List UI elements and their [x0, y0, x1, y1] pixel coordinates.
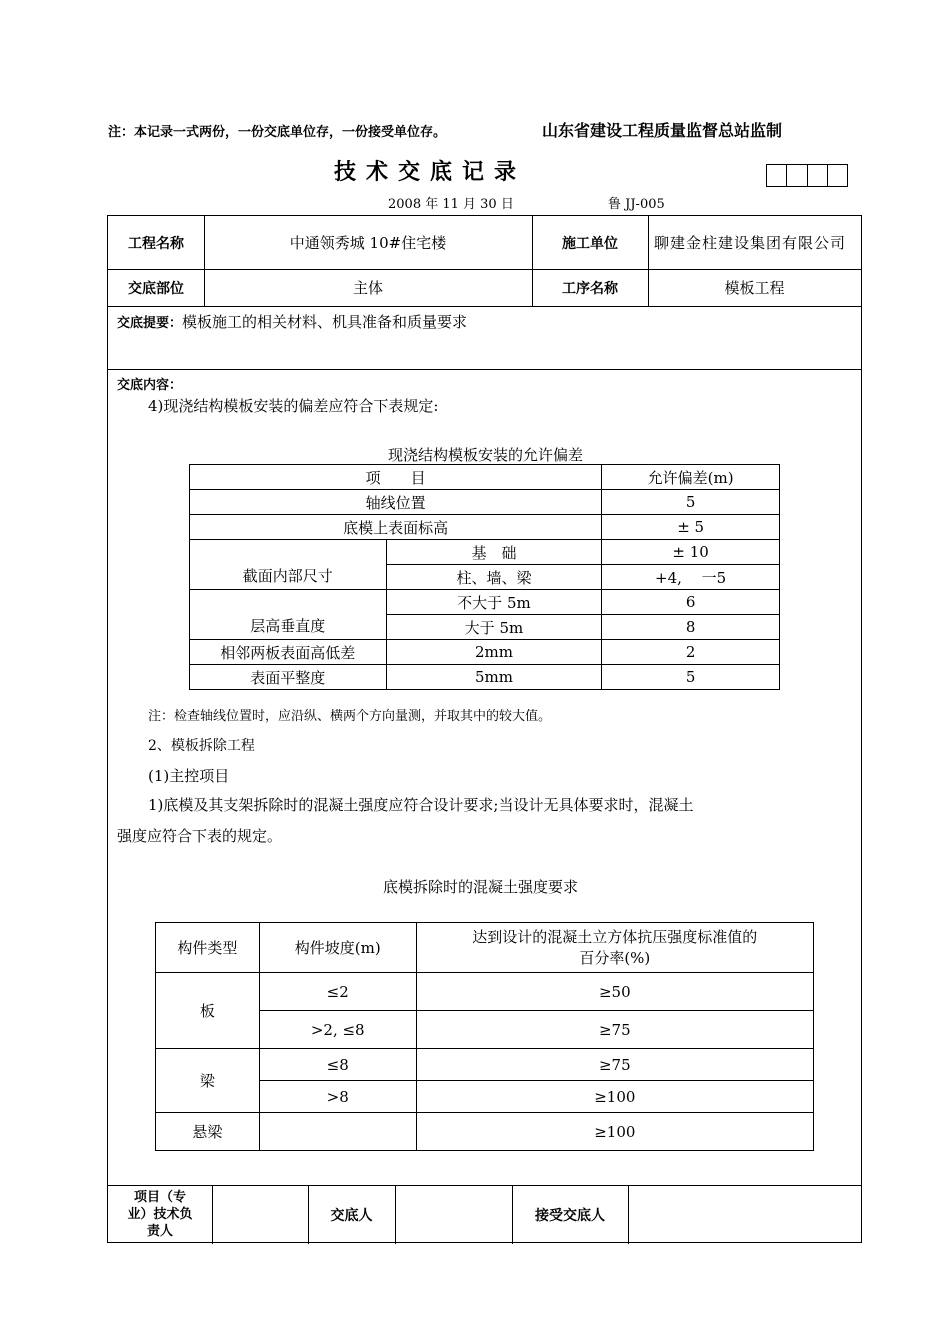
col-divider	[628, 1185, 629, 1244]
process-label: 工序名称	[562, 280, 618, 297]
column-value: +4, 一5	[602, 565, 780, 590]
header-slope: 构件坡度(m)	[259, 923, 416, 973]
slab-slope-1: ≤2	[259, 973, 416, 1011]
technical-lead-label	[108, 1185, 212, 1244]
record-note: 注：本记录一式两份，一份交底单位存，一份接受单位存。	[108, 125, 447, 140]
foundation-label: 基 础	[386, 540, 602, 565]
flatness-amount: 5mm	[386, 665, 602, 690]
code-boxes	[766, 164, 848, 187]
axis-value: 5	[602, 490, 780, 515]
para1-line2: 强度应符合下表的规定。	[117, 827, 283, 845]
page-title: 技术交底记录	[333, 160, 526, 185]
formwork-deviation-table	[189, 464, 780, 690]
table-row	[190, 540, 780, 565]
contractor-label: 施工单位	[562, 235, 618, 252]
summary-label: 交底提要：	[117, 316, 183, 331]
receiver-label: 接受交底人	[535, 1207, 605, 1224]
header-deviation: 允许偏差(m)	[602, 465, 780, 490]
part-value: 主体	[352, 279, 383, 297]
process-value: 模板工程	[724, 279, 785, 297]
flatness-value: 5	[602, 665, 780, 690]
gt5-label: 大于 5m	[386, 615, 602, 640]
gt5-value: 8	[602, 615, 780, 640]
beam-slope-2: >8	[259, 1081, 416, 1113]
record-date: 2008 年 11 月 30 日	[388, 197, 514, 212]
summary	[117, 311, 467, 332]
table-row	[190, 490, 780, 515]
summary-text: 模板施工的相关材料、机具准备和质量要求	[182, 313, 468, 331]
beam-rate-1: ≥75	[416, 1049, 813, 1081]
section-2-title: 2、模板拆除工程	[148, 738, 255, 754]
slab-slope-2: >2, ≤8	[259, 1011, 416, 1049]
verticality-label: 层高垂直度	[190, 590, 387, 640]
slab-label: 板	[156, 973, 260, 1049]
cantilever-slope	[259, 1113, 416, 1151]
table1-title: 现浇结构模板安装的允许偏差	[387, 446, 583, 464]
header-rate-line2: 百分率(%)	[579, 948, 651, 967]
adjacent-label: 相邻两板表面高低差	[190, 640, 387, 665]
cantilever-label: 悬梁	[156, 1113, 260, 1151]
table1-note: 注：检查轴线位置时，应沿纵、横两个方向量测，并取其中的较大值。	[148, 709, 552, 724]
table-row	[190, 665, 780, 690]
beam-slope-1: ≤8	[259, 1049, 416, 1081]
le5-label: 不大于 5m	[386, 590, 602, 615]
technical-lead-line1: 项目（专	[133, 1190, 186, 1205]
concrete-strength-table	[155, 922, 814, 1151]
le5-value: 6	[602, 590, 780, 615]
table-row	[156, 923, 814, 973]
adjacent-value: 2	[602, 640, 780, 665]
row-divider	[108, 306, 861, 307]
header-rate	[416, 923, 813, 973]
column-label: 柱、墙、梁	[386, 565, 602, 590]
flatness-label: 表面平整度	[190, 665, 387, 690]
table-row	[190, 465, 780, 490]
col-divider	[212, 1185, 213, 1244]
project-name-label: 工程名称	[128, 235, 184, 252]
technical-lead-line3: 责人	[146, 1224, 173, 1239]
header-rate-line1: 达到设计的混凝土立方体抗压强度标准值的	[472, 927, 758, 946]
row-divider	[108, 1185, 861, 1186]
slab-rate-1: ≥50	[416, 973, 813, 1011]
beam-label: 梁	[156, 1049, 260, 1113]
project-name-value: 中通领秀城 10#住宅楼	[289, 234, 447, 252]
contractor-value: 聊建金柱建设集团有限公司	[654, 233, 847, 252]
document-number: 鲁 JJ-005	[608, 197, 665, 212]
col-divider	[395, 1185, 396, 1244]
bottom-elevation-label: 底模上表面标高	[190, 515, 602, 540]
adjacent-amount: 2mm	[386, 640, 602, 665]
technical-lead-line2: 业）技术负	[127, 1207, 193, 1222]
part-label: 交底部位	[128, 280, 184, 297]
table2-title: 底模拆除时的混凝土强度要求	[382, 878, 578, 896]
beam-rate-2: ≥100	[416, 1081, 813, 1113]
para1-line1: 1)底模及其支架拆除时的混凝土强度应符合设计要求;当设计无具体要求时，混凝土	[148, 796, 694, 814]
section-size-label: 截面内部尺寸	[190, 540, 387, 590]
table-row	[156, 1049, 814, 1081]
table-row	[156, 1113, 814, 1151]
main-items-title: (1)主控项目	[148, 767, 230, 785]
header-type: 构件类型	[156, 923, 260, 973]
supervisor-text: 山东省建设工程质量监督总站监制	[542, 121, 783, 140]
bottom-elevation-value: ± 5	[602, 515, 780, 540]
slab-rate-2: ≥75	[416, 1011, 813, 1049]
table-row	[156, 973, 814, 1011]
table-row	[190, 515, 780, 540]
axis-label: 轴线位置	[190, 490, 602, 515]
discloser-label: 交底人	[330, 1207, 373, 1224]
row-divider	[108, 369, 861, 370]
item-4-text: 4)现浇结构模板安装的偏差应符合下表规定:	[148, 397, 439, 415]
cantilever-rate: ≥100	[416, 1113, 813, 1151]
header-item: 项 目	[190, 465, 602, 490]
content-label: 交底内容：	[117, 378, 183, 393]
table-row	[190, 590, 780, 615]
foundation-value: ± 10	[602, 540, 780, 565]
table-row	[190, 640, 780, 665]
